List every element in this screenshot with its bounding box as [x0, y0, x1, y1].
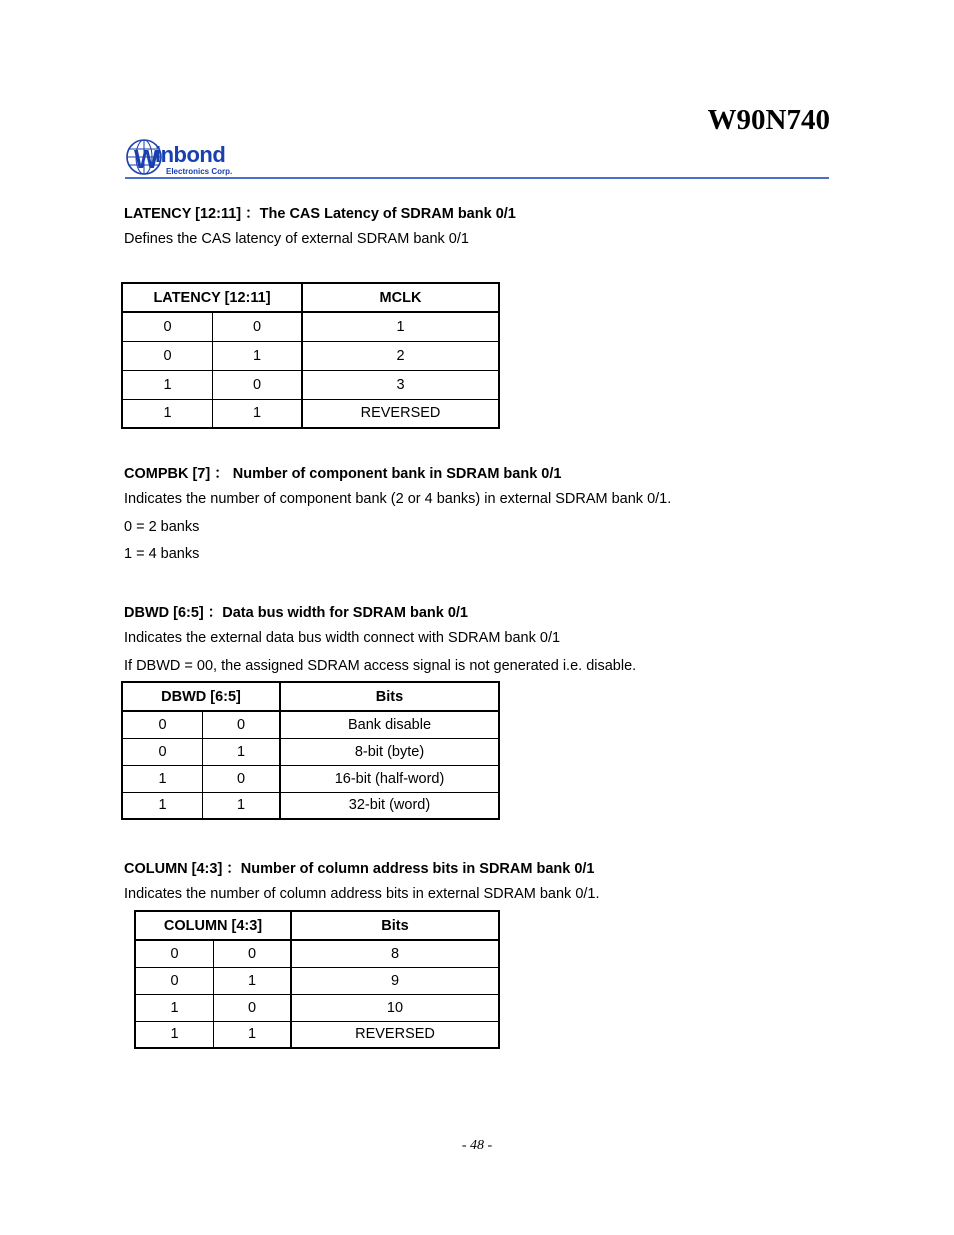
dbwd-table: [121, 681, 500, 820]
table-cell: 9: [291, 967, 499, 994]
table-cell: 1: [135, 994, 214, 1021]
compbk-description: Indicates the number of component bank (2 or 4 banks) in external SDRAM bank 0/1.: [124, 491, 672, 507]
table-cell: 0: [122, 711, 203, 738]
column-description: Indicates the number of column address bits in external SDRAM bank 0/1.: [124, 886, 600, 902]
logo-subtitle: Electronics Corp.: [166, 167, 233, 176]
table-row: [122, 738, 499, 765]
table-row: [135, 940, 499, 967]
table-cell: REVERSED: [291, 1021, 499, 1048]
table-cell: 0: [214, 994, 292, 1021]
table-cell: 0: [213, 370, 303, 399]
dbwd-description: Indicates the external data bus width connect with SDRAM bank 0/1: [124, 630, 561, 646]
table-header-cell: Bits: [291, 911, 499, 940]
compbk-value-1: 1 = 4 banks: [124, 546, 200, 562]
table-cell: 8-bit (byte): [280, 738, 499, 765]
compbk-heading: COMPBK [7] ： Number of component bank in SDRAM bank 0/1: [124, 466, 562, 482]
table-cell: 1: [214, 967, 292, 994]
table-header-cell: LATENCY [12:11]: [122, 283, 302, 312]
table-cell: 16-bit (half-word): [280, 765, 499, 792]
table-header-row: [122, 283, 499, 312]
dbwd-heading: DBWD [6:5] ：Data bus width for SDRAM bank 0/1: [124, 605, 468, 621]
table-cell: 0: [135, 967, 214, 994]
table-header-cell: Bits: [280, 682, 499, 711]
table-cell: 1: [122, 399, 213, 428]
table-cell: 10: [291, 994, 499, 1021]
latency-heading: LATENCY [12:11] ：The CAS Latency of SDRAM bank 0/1: [124, 206, 516, 222]
table-cell: 0: [122, 738, 203, 765]
table-row: [122, 341, 499, 370]
svg-text:W: W: [134, 144, 159, 174]
latency-table: [121, 282, 500, 429]
table-row: [122, 370, 499, 399]
table-cell: 2: [302, 341, 499, 370]
table-cell: 1: [122, 792, 203, 819]
table-row: [135, 994, 499, 1021]
table-header-cell: DBWD [6:5]: [122, 682, 280, 711]
table-cell: 0: [203, 765, 281, 792]
dbwd-note: If DBWD = 00, the assigned SDRAM access signal is not generated i.e. disable.: [124, 658, 637, 674]
logo-wordmark: inbond: [155, 142, 226, 167]
table-cell: 0: [203, 711, 281, 738]
table-row: [122, 399, 499, 428]
column-heading: COLUMN [4:3] ：Number of column address bits in SDRAM bank 0/1: [124, 861, 595, 877]
table-cell: 0: [122, 312, 213, 341]
winbond-logo: [125, 138, 265, 178]
table-cell: 0: [213, 312, 303, 341]
table-row: [135, 967, 499, 994]
table-cell: 3: [302, 370, 499, 399]
table-cell: 1: [135, 1021, 214, 1048]
compbk-value-0: 0 = 2 banks: [124, 519, 200, 535]
table-header-row: [122, 682, 499, 711]
table-cell: 1: [203, 792, 281, 819]
table-cell: 1: [203, 738, 281, 765]
table-header-cell: COLUMN [4:3]: [135, 911, 291, 940]
table-row: [135, 1021, 499, 1048]
table-cell: 8: [291, 940, 499, 967]
table-cell: 0: [135, 940, 214, 967]
table-header-cell: MCLK: [302, 283, 499, 312]
table-row: [122, 312, 499, 341]
latency-description: Defines the CAS latency of external SDRAM bank 0/1: [124, 231, 469, 247]
table-cell: 1: [302, 312, 499, 341]
table-cell: 0: [214, 940, 292, 967]
table-cell: 1: [214, 1021, 292, 1048]
table-cell: 0: [122, 341, 213, 370]
table-cell: 1: [213, 341, 303, 370]
table-cell: 1: [122, 765, 203, 792]
table-row: [122, 792, 499, 819]
table-row: [122, 711, 499, 738]
table-cell: 1: [213, 399, 303, 428]
document-title: W90N740: [707, 104, 830, 136]
column-table: [134, 910, 500, 1049]
table-header-row: [135, 911, 499, 940]
table-cell: REVERSED: [302, 399, 499, 428]
table-cell: 1: [122, 370, 213, 399]
table-cell: Bank disable: [280, 711, 499, 738]
table-cell: 32-bit (word): [280, 792, 499, 819]
header-rule: [125, 177, 829, 179]
page-number: - 48 -: [461, 1138, 493, 1153]
table-row: [122, 765, 499, 792]
